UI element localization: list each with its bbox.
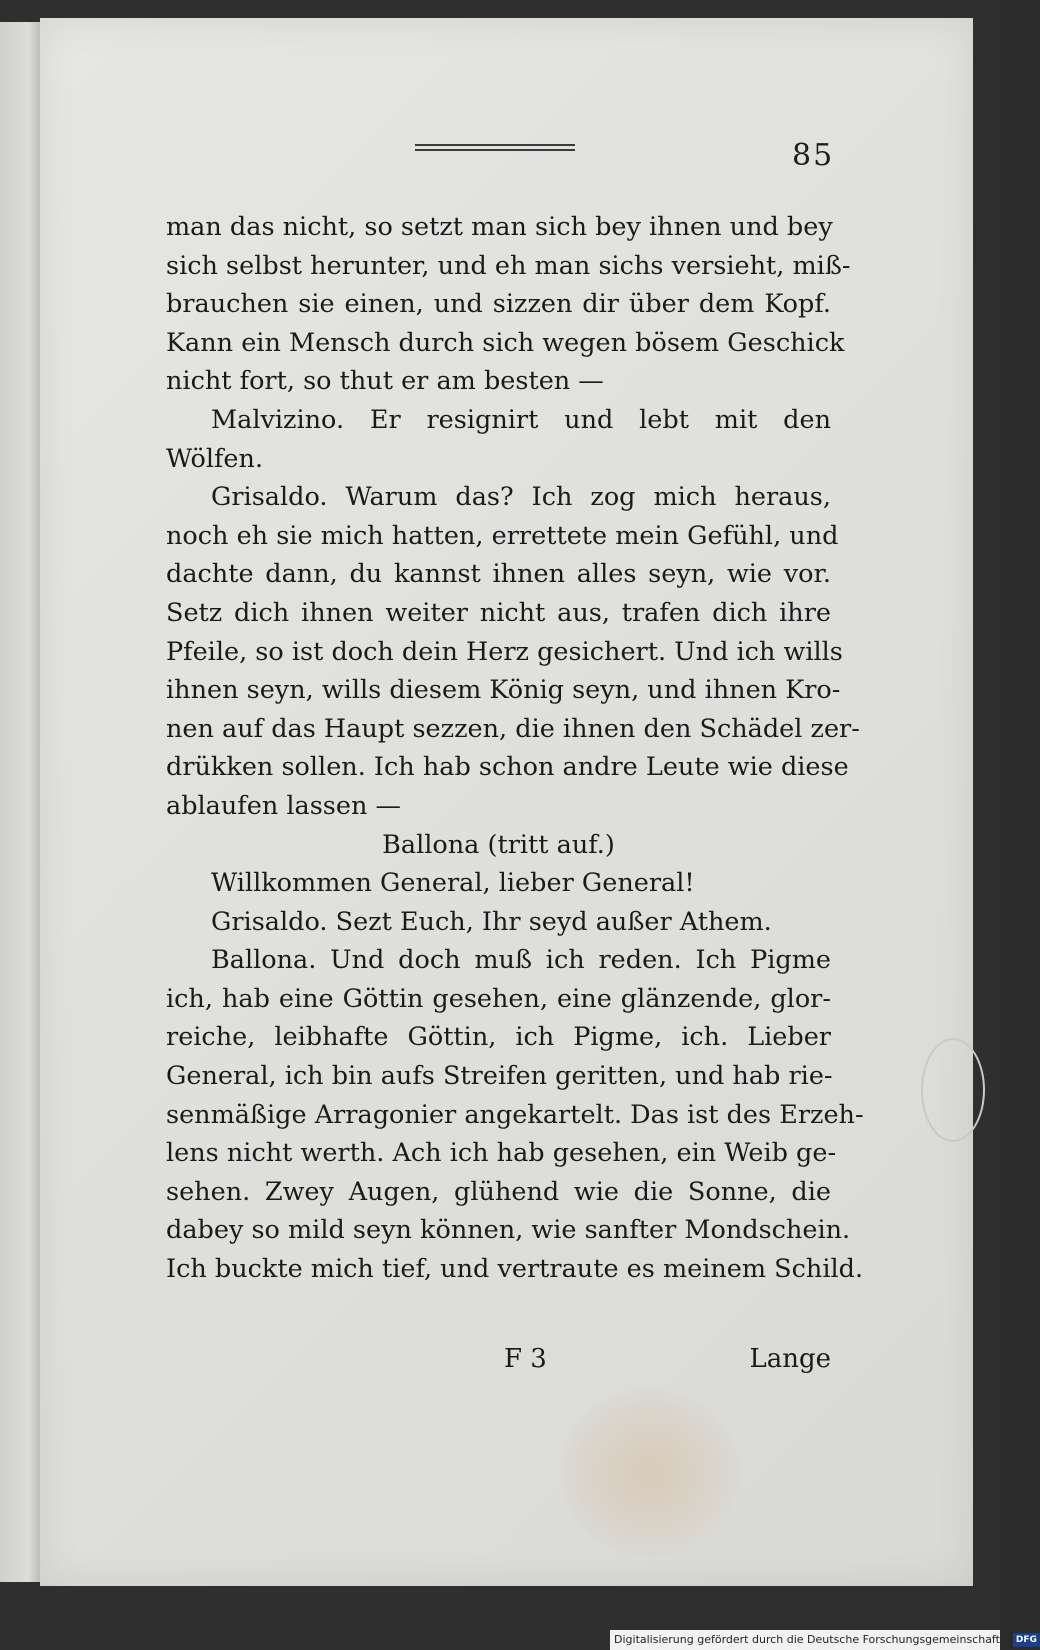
paper-stain [560, 1388, 740, 1558]
page-number: 85 [792, 138, 835, 173]
text-line: nen auf das Haupt sezzen, die ihnen den Schädel zer- [166, 713, 860, 744]
text-line: man das nicht, so setzt man sich bey ihnen und bey [166, 212, 833, 242]
body-text [166, 208, 864, 1289]
text-line: Setz dich ihnen weiter nicht aus, trafen dich ihre [166, 597, 831, 628]
text-line: General, ich bin aufs Streifen geritten, und hab rie- [166, 1061, 833, 1092]
text-line: sich selbst herunter, und eh man sichs versieht, miß- [166, 250, 851, 281]
text-line: Grisaldo. Warum das? Ich zog mich heraus, [211, 482, 831, 513]
text-line: Pfeile, so ist doch dein Herz gesichert. Und ich wills [166, 636, 843, 667]
text-line: sehen. Zwey Augen, glühend wie die Sonne, die [166, 1176, 831, 1207]
text-line: Kann ein Mensch durch sich wegen bösem Geschick [166, 327, 845, 358]
text-line: Malvizino. Er resignirt und lebt mit den [211, 404, 831, 435]
text-line: ich, hab eine Göttin gesehen, eine glänzende, glor- [166, 983, 831, 1014]
text-line: Wölfen. [166, 443, 264, 474]
text-line: ihnen seyn, wills diesem König seyn, und ihnen Kro- [166, 675, 841, 706]
text-line: nicht fort, so thut er am besten — [166, 366, 604, 397]
text-line: Willkommen General, lieber General! [211, 868, 695, 899]
catchword: Lange [749, 1344, 831, 1374]
text-line: dabey so mild seyn können, wie sanfter Mondschein. [166, 1215, 851, 1246]
page-tab-mark [921, 1038, 985, 1142]
text-line: lens nicht werth. Ach ich hab gesehen, ein Weib ge- [166, 1138, 837, 1169]
text-line: Ballona. Und doch muß ich reden. Ich Pigme [211, 945, 831, 976]
signature-mark: F 3 [504, 1344, 547, 1374]
text-line: dachte dann, du kannst ihnen alles seyn, wie vor. [166, 559, 831, 590]
text-line: senmäßige Arragonier angekartelt. Das ist des Erzeh- [166, 1099, 864, 1130]
text-line: ablaufen lassen — [166, 790, 402, 821]
dfg-logo: DFG [1013, 1633, 1040, 1647]
text-line: noch eh sie mich hatten, errettete mein Gefühl, und [166, 520, 839, 551]
text-line: Grisaldo. Sezt Euch, Ihr seyd außer Athem. [211, 906, 772, 937]
text-line: Ich buckte mich tief, und vertraute es meinem Schild. [166, 1254, 864, 1285]
previous-page-edge [0, 22, 41, 1582]
credit-text: Digitalisierung gefördert durch die Deutsche Forschungsgemeinschaft - [614, 1633, 1008, 1646]
text-line: Ballona (tritt auf.) [382, 829, 615, 860]
digitization-credit [610, 1630, 1037, 1650]
text-line: brauchen sie einen, und sizzen dir über dem Kopf. [166, 289, 831, 320]
text-line: drükken sollen. Ich hab schon andre Leute wie diese [166, 752, 849, 783]
text-line: reiche, leibhafte Göttin, ich Pigme, ich. Lieber [166, 1022, 831, 1053]
header-rule [415, 144, 575, 154]
